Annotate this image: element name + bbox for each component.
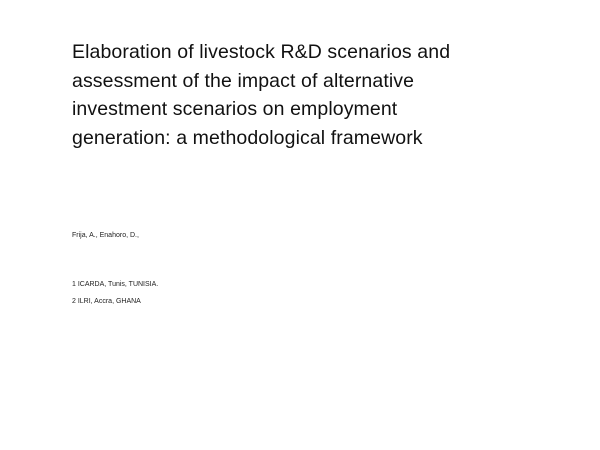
title-line: generation: a methodological framework (72, 126, 423, 149)
affiliation-item: 2 ILRI, Accra, GHANA (72, 298, 141, 305)
title-line: assessment of the impact of alternative (72, 69, 415, 92)
author-list: Frija, A., Enahoro, D., (72, 232, 139, 239)
title-line: Elaboration of livestock R&D scenarios and (72, 41, 451, 63)
document-title (72, 38, 542, 152)
title-line: investment scenarios on employment (72, 98, 398, 120)
affiliation-item: 1 ICARDA, Tunis, TUNISIA. (72, 281, 159, 288)
affiliation-list (72, 280, 158, 314)
